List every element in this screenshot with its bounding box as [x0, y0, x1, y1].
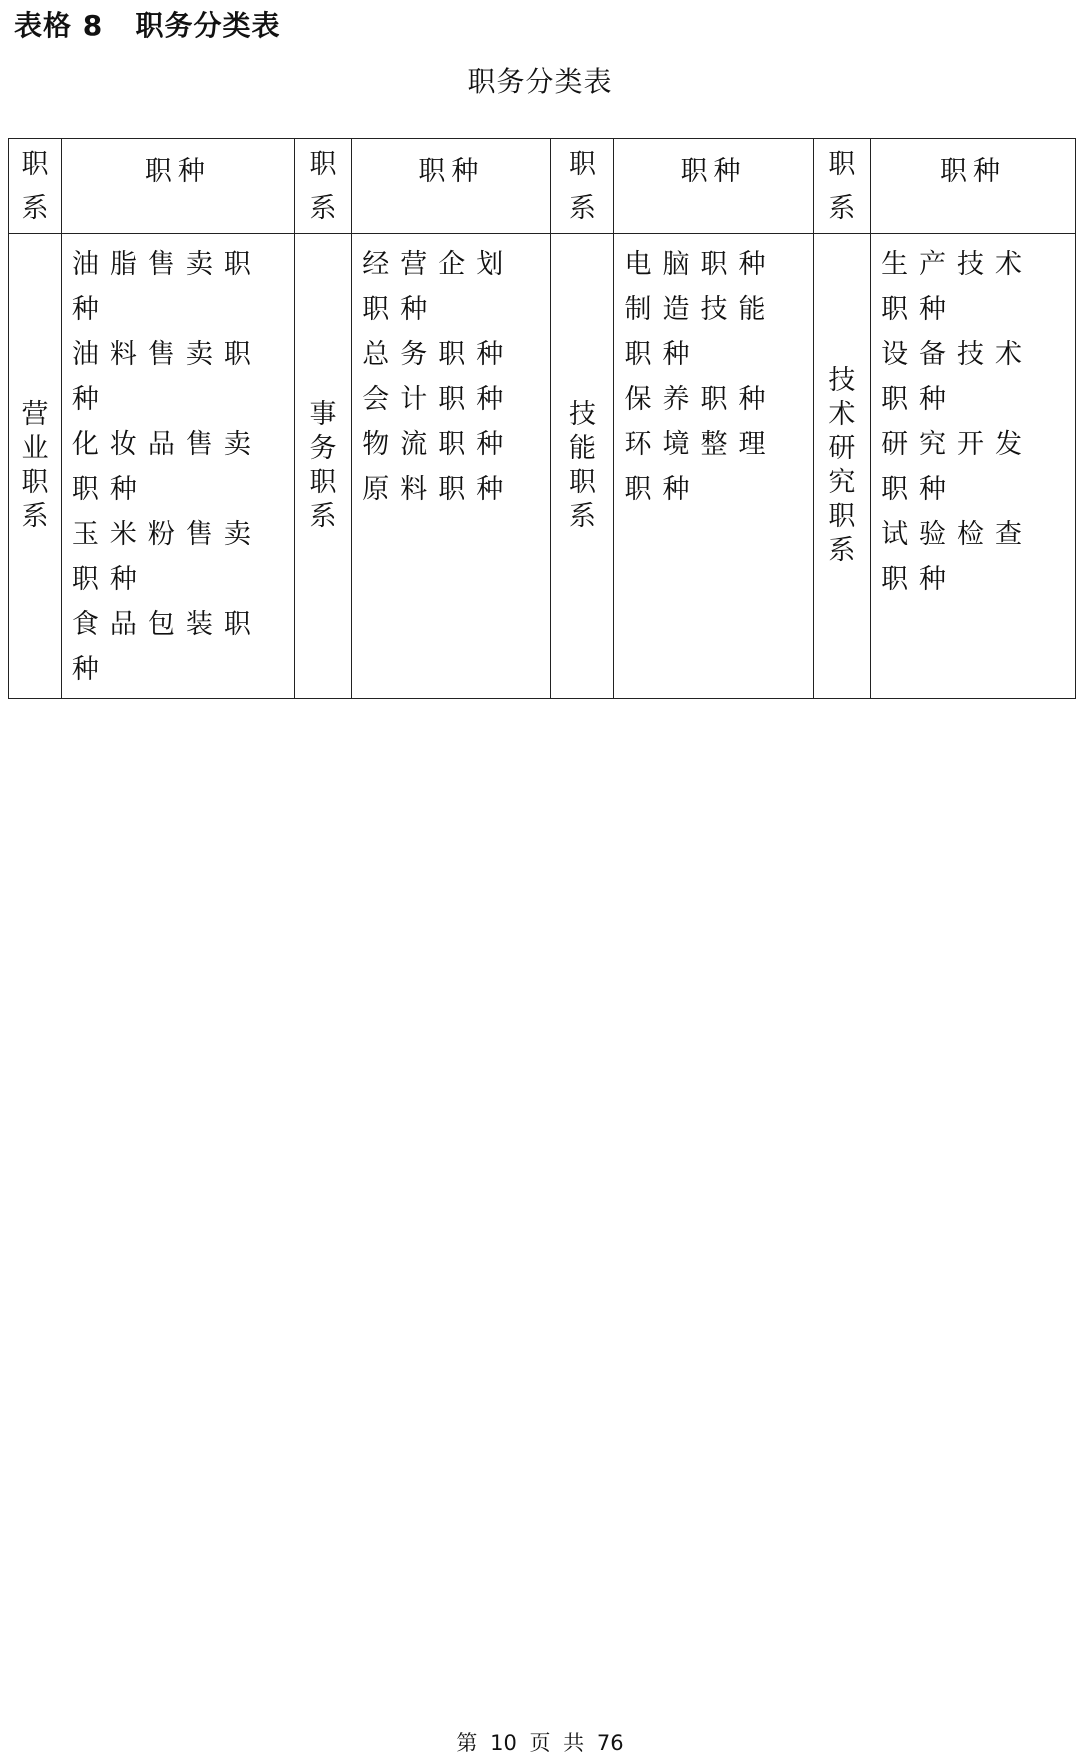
list-item: 电脑职种 — [624, 249, 777, 280]
type-header-3: 职种 — [614, 139, 813, 234]
list-item: 研究开发职种 — [881, 429, 1034, 505]
type-cell-sales — [61, 234, 294, 699]
category-cell-research: 技术研究职系 — [813, 234, 870, 699]
type-cell-research — [871, 234, 1076, 699]
list-item: 油料售卖职种 — [71, 339, 262, 415]
list-item: 玉米粉售卖职种 — [71, 519, 262, 595]
type-cell-skills — [614, 234, 813, 699]
list-item: 制造技能职种 — [624, 294, 777, 370]
list-item: 物流职种 — [362, 429, 515, 460]
list-item: 食品包装职种 — [71, 609, 262, 685]
category-header-2: 职系 — [294, 139, 351, 234]
table-body-row — [9, 234, 1076, 699]
category-cell-sales: 营业职系 — [9, 234, 62, 699]
list-item: 原料职种 — [362, 474, 515, 505]
type-header-4: 职种 — [871, 139, 1076, 234]
list-item: 试验检查职种 — [881, 519, 1034, 595]
type-header-2: 职种 — [352, 139, 551, 234]
list-item: 化妆品售卖职种 — [71, 429, 262, 505]
category-header-4: 职系 — [813, 139, 870, 234]
table-caption: 职务分类表 — [467, 65, 613, 98]
job-classification-table — [8, 138, 1076, 699]
category-header-1: 职系 — [9, 139, 62, 234]
category-cell-skills: 技能职系 — [551, 234, 614, 699]
list-item: 生产技术职种 — [881, 249, 1034, 325]
list-item: 保养职种 — [624, 384, 777, 415]
document-heading: 表格 8 职务分类表 — [14, 9, 281, 42]
table-header-row — [9, 139, 1076, 234]
type-cell-affairs — [352, 234, 551, 699]
list-item: 设备技术职种 — [881, 339, 1034, 415]
category-cell-affairs: 事务职系 — [294, 234, 351, 699]
page-footer: 第 10 页 共 76 — [456, 1731, 624, 1755]
list-item: 油脂售卖职种 — [71, 249, 262, 325]
list-item: 环境整理职种 — [624, 429, 777, 505]
list-item: 会计职种 — [362, 384, 515, 415]
type-header-1: 职种 — [61, 139, 294, 234]
list-item: 经营企划职种 — [362, 249, 515, 325]
category-header-3: 职系 — [551, 139, 614, 234]
list-item: 总务职种 — [362, 339, 515, 370]
